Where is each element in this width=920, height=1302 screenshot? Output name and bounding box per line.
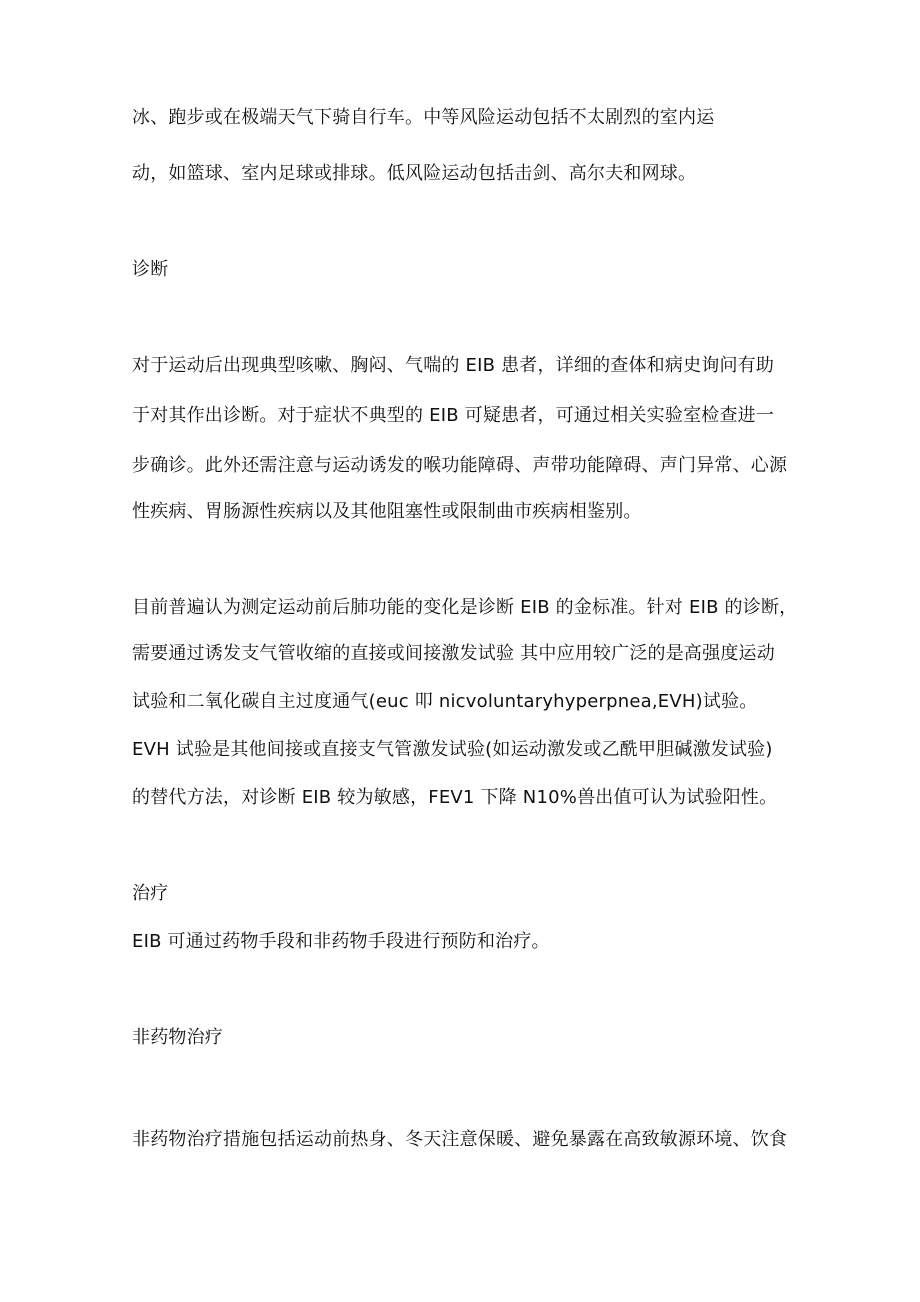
intro-line-2: 动，如篮球、室内足球或排球。低风险运动包括击剑、高尔夫和网球。 <box>132 163 697 184</box>
treatment-line: EIB 可通过药物手段和非药物手段进行预防和治疗。 <box>132 931 550 952</box>
diagnosis-p1-line-3: 步确诊。此外还需注意与运动诱发的喉功能障碍、声带功能障碍、声门异常、心源 <box>132 455 788 476</box>
diagnosis-p2-line-2: 需要通过诱发支气管收缩的直接或间接激发试验 其中应用较广泛的是高强度运动 <box>132 643 775 664</box>
diagnosis-p2-line-1: 目前普遍认为测定运动前后肺功能的变化是诊断 EIB 的金标准。针对 EIB 的诊断， <box>132 597 798 618</box>
diagnosis-heading: 诊断 <box>132 259 169 280</box>
diagnosis-p2-line-3: 试验和二氧化碳自主过度通气(euc 叩 nicvoluntaryhyperpnea,EVH)试验。 <box>132 691 758 712</box>
diagnosis-p2-line-4: EVH 试验是其他间接或直接支气管激发试验(如运动激发或乙酰甲胆碱激发试验) <box>132 739 773 760</box>
diagnosis-p2-line-5: 的替代方法，对诊断 EIB 较为敏感，FEV1 下降 N10%兽出值可认为试验阳性。 <box>132 787 778 808</box>
diagnosis-p1-line-4: 性疾病、胃肠源性疾病以及其他阻塞性或限制曲市疾病相鉴别。 <box>132 501 642 522</box>
nondrug-heading: 非药物治疗 <box>132 1027 223 1048</box>
diagnosis-p1-line-1: 对于运动后出现典型咳嗽、胸闷、气喘的 EIB 患者，详细的查体和病史询问有助 <box>132 355 775 376</box>
intro-line-1: 冰、跑步或在极端天气下骑自行车。中等风险运动包括不太剧烈的室内运 <box>132 107 715 128</box>
diagnosis-p1-line-2: 于对其作出诊断。对于症状不典型的 EIB 可疑患者，可通过相关实验室检查进一 <box>132 405 775 426</box>
nondrug-line: 非药物治疗措施包括运动前热身、冬天注意保暖、避免暴露在高致敏源环境、饮食 <box>132 1129 788 1150</box>
treatment-heading: 治疗 <box>132 883 169 904</box>
